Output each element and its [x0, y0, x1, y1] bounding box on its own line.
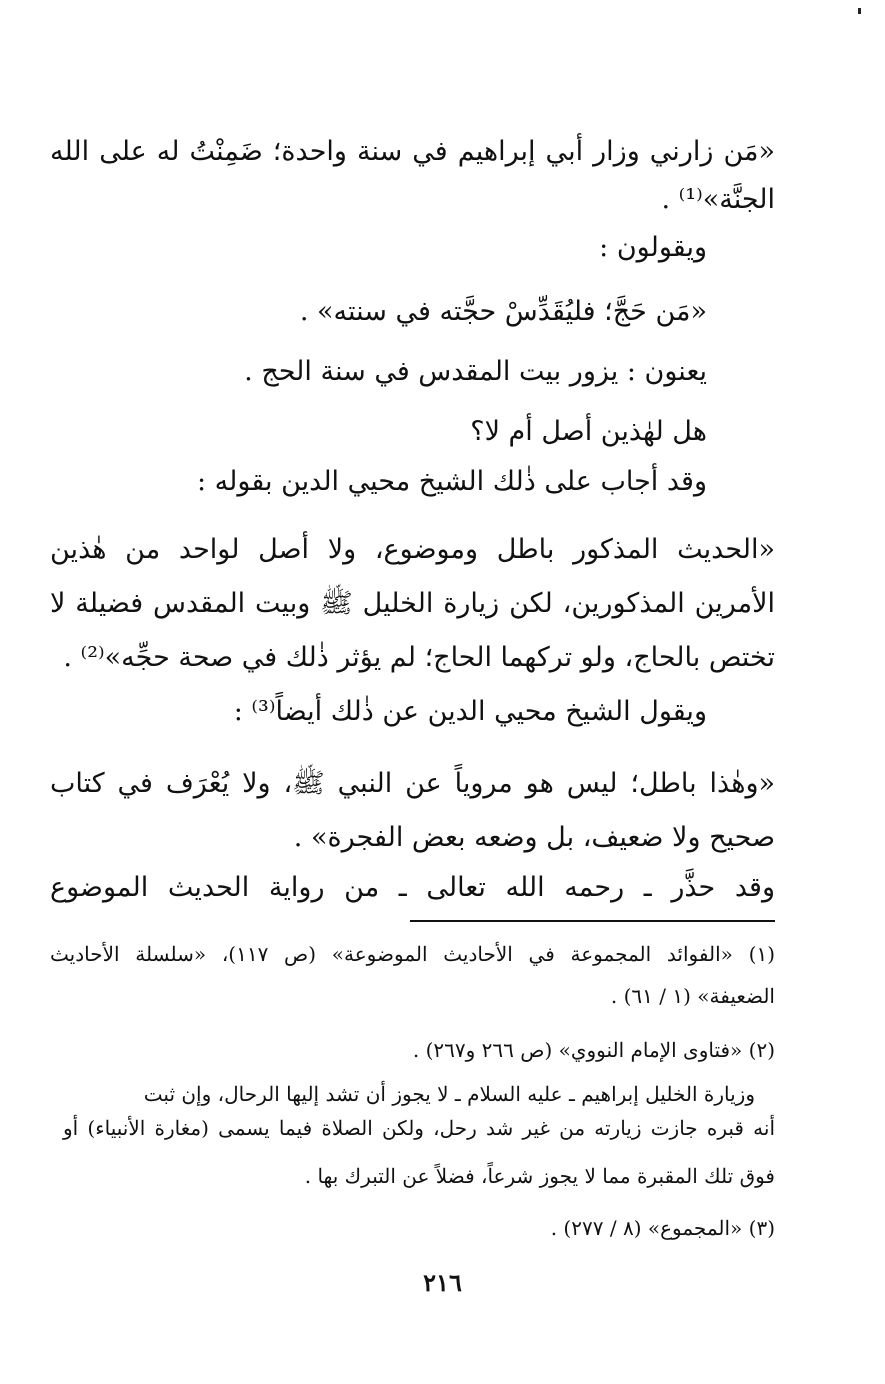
- text-line: الأمرين المذكورين، لكن زيارة الخليل ﷺ وبيت المقدس فضيلة لا: [50, 588, 775, 619]
- footnote-line: (٢) «فتاوى الإمام النووي» (ص ٢٦٦ و٢٦٧) .: [412, 1038, 775, 1062]
- text-line: الجنَّة»⁽¹⁾ .: [661, 184, 775, 215]
- page-number: ٢١٦: [423, 1268, 462, 1297]
- text-line: «وهٰذا باطل؛ ليس هو مروياً عن النبي ﷺ، ولا يُعْرَف في كتاب: [50, 768, 775, 799]
- text-line: وقد حذَّر ـ رحمه الله تعالى ـ من رواية الحديث الموضوع: [50, 872, 775, 903]
- footnote-line: وزيارة الخليل إبراهيم ـ عليه السلام ـ لا يجوز أن تشد إليها الرحال، وإن ثبت: [143, 1082, 755, 1106]
- footnote-line: (١) «الفوائد المجموعة في الأحاديث الموضوعة» (ص ١١٧)، «سلسلة الأحاديث: [50, 942, 775, 966]
- text-line: ويقولون :: [599, 232, 707, 263]
- footnote-separator: [410, 920, 775, 922]
- text-line: هل لهٰذين أصل أم لا؟: [470, 416, 707, 447]
- footnote-line: أنه قبره جازت زيارته من غير شد رحل، ولكن الصلاة فيما يسمى (مغارة الأنبياء) أو: [63, 1116, 775, 1140]
- corner-mark: [858, 8, 861, 14]
- text-line: يعنون : يزور بيت المقدس في سنة الحج .: [244, 356, 707, 387]
- text-line: وقد أجاب على ذٰلك الشيخ محيي الدين بقوله :: [197, 466, 707, 497]
- text-line: «مَن حَجَّ؛ فليُقَدِّسْ حجَّته في سنته» .: [299, 296, 707, 327]
- text-line: «مَن زارني وزار أبي إبراهيم في سنة واحدة؛ ضَمِنْتُ له على الله: [50, 136, 775, 167]
- text-line: تختص بالحاج، ولو تركهما الحاج؛ لم يؤثر ذٰلك في صحة حجِّه»⁽²⁾ .: [63, 642, 775, 673]
- footnote-line: فوق تلك المقبرة مما لا يجوز شرعاً، فضلاً عن التبرك بها .: [304, 1164, 775, 1188]
- footnote-line: الضعيفة» (١ / ٦١) .: [610, 984, 775, 1008]
- text-line: «الحديث المذكور باطل وموضوع، ولا أصل لواحد من هٰذين: [50, 534, 775, 565]
- text-line: ويقول الشيخ محيي الدين عن ذٰلك أيضاً⁽³⁾ :: [233, 696, 707, 727]
- text-line: صحيح ولا ضعيف، بل وضعه بعض الفجرة» .: [293, 822, 775, 853]
- footnote-line: (٣) «المجموع» (٨ / ٢٧٧) .: [550, 1216, 775, 1240]
